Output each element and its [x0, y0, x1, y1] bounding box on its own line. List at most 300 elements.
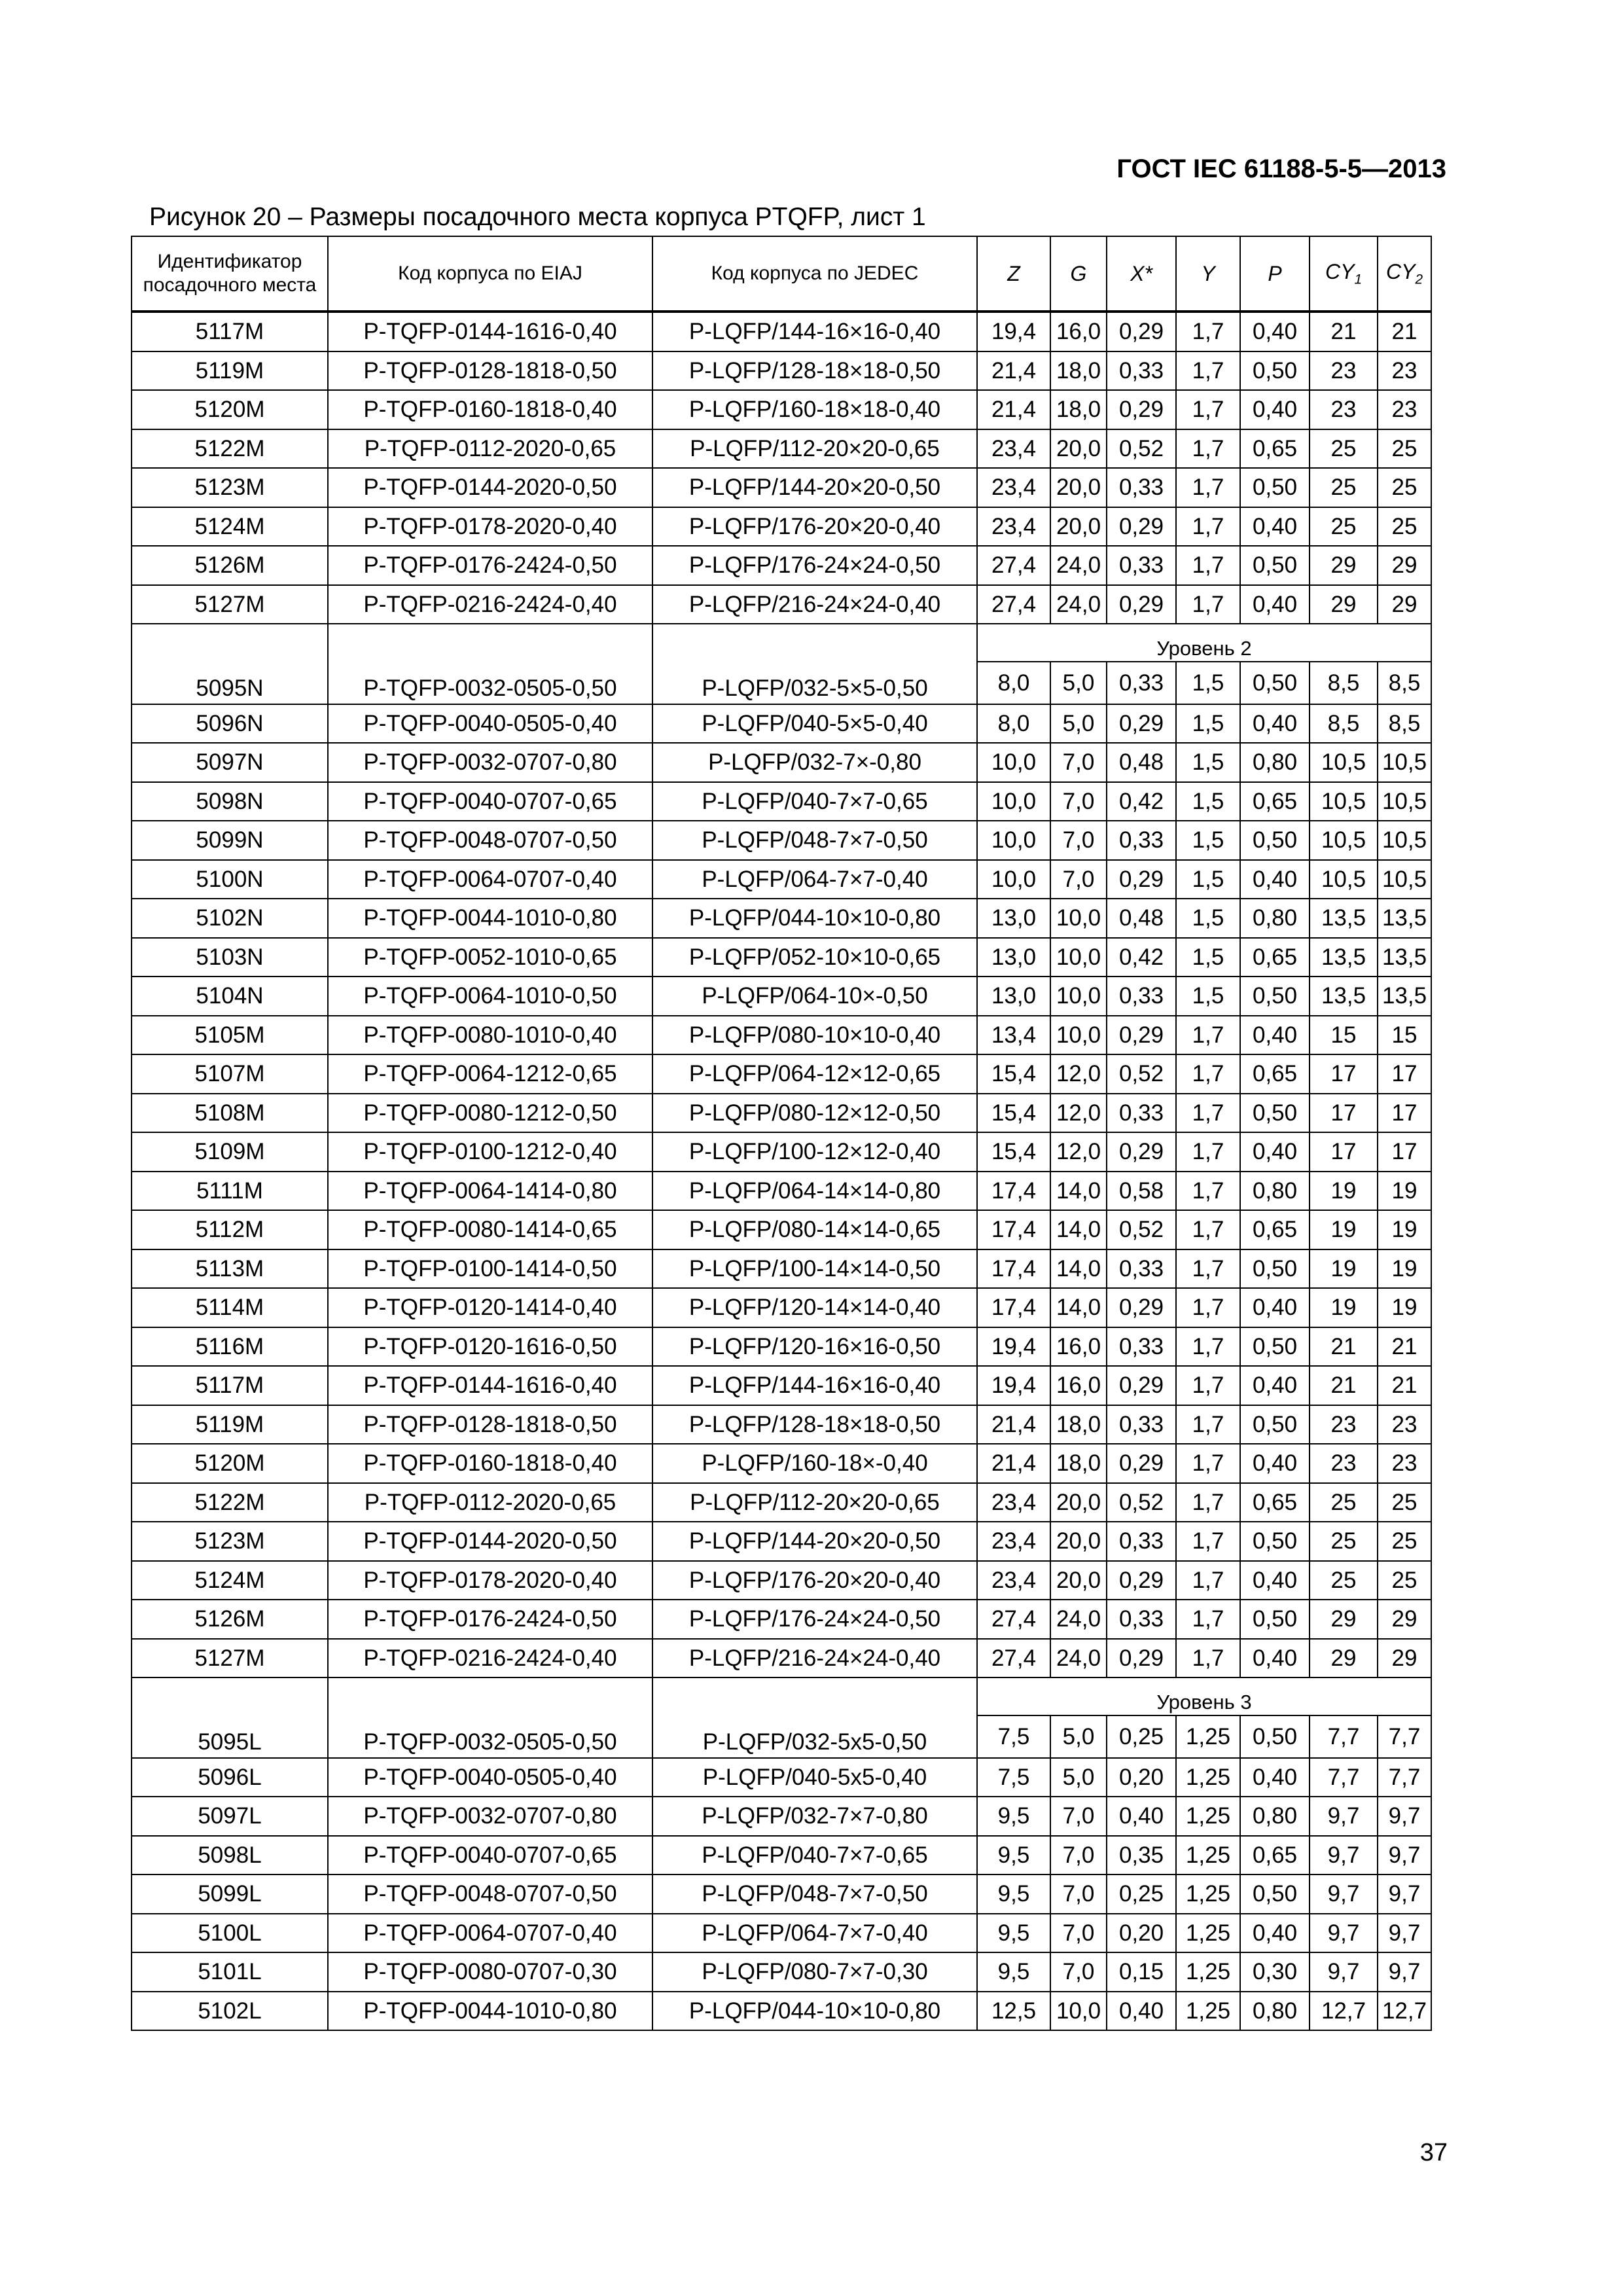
- cell-p: 0,40: [1240, 704, 1310, 744]
- level-header-spacer: [328, 624, 652, 662]
- cell-jedec-code: P-LQFP/216-24×24-0,40: [652, 1639, 977, 1678]
- cell-eiaj-code: P-TQFP-0112-2020-0,65: [328, 1483, 652, 1522]
- cell-cy2: 10,5: [1378, 860, 1431, 899]
- cell-cy2: 9,7: [1378, 1836, 1431, 1875]
- cell-p: 0,50: [1240, 1874, 1310, 1914]
- cell-p: 0,50: [1240, 1600, 1310, 1639]
- cell-z: 15,4: [977, 1132, 1050, 1172]
- cell-cy2: 19: [1378, 1288, 1431, 1327]
- cell-footprint-id: 5127M: [132, 585, 328, 624]
- cell-cy2: 10,5: [1378, 782, 1431, 821]
- cell-g: 16,0: [1050, 1366, 1107, 1405]
- table-row: [132, 704, 1431, 744]
- cell-y: 1,7: [1176, 1132, 1240, 1172]
- cell-p: 0,80: [1240, 899, 1310, 938]
- cell-eiaj-code: P-TQFP-0044-1010-0,80: [328, 1992, 652, 2031]
- cell-x: 0,33: [1107, 351, 1176, 391]
- cell-y: 1,7: [1176, 1600, 1240, 1639]
- cell-z: 10,0: [977, 860, 1050, 899]
- cell-p: 0,50: [1240, 1522, 1310, 1561]
- cell-x: 0,29: [1107, 312, 1176, 351]
- cell-eiaj-code: P-TQFP-0080-1010-0,40: [328, 1016, 652, 1055]
- table-row: [132, 1210, 1431, 1249]
- cell-cy1: 19: [1310, 1288, 1378, 1327]
- column-header-footprint-id: Идентификатор посадочного места: [132, 236, 328, 312]
- cell-y: 1,7: [1176, 312, 1240, 351]
- cell-footprint-id: 5103N: [132, 938, 328, 977]
- cell-cy2: 10,5: [1378, 821, 1431, 860]
- column-header-eiaj-code: Код корпуса по EIAJ: [328, 236, 652, 312]
- cell-eiaj-code: P-TQFP-0128-1818-0,50: [328, 351, 652, 391]
- cell-y: 1,5: [1176, 821, 1240, 860]
- table-row: [132, 1172, 1431, 1211]
- cell-x: 0,40: [1107, 1992, 1176, 2031]
- cell-z: 17,4: [977, 1288, 1050, 1327]
- table-row: [132, 1483, 1431, 1522]
- cell-g: 5,0: [1050, 1758, 1107, 1797]
- cell-cy2: 10,5: [1378, 743, 1431, 782]
- cell-jedec-code: P-LQFP/032-7×7-0,80: [652, 1797, 977, 1836]
- cell-eiaj-code: P-TQFP-0178-2020-0,40: [328, 507, 652, 547]
- cell-y: 1,5: [1176, 938, 1240, 977]
- column-header-g: G: [1050, 236, 1107, 312]
- cell-cy2: 9,7: [1378, 1797, 1431, 1836]
- cell-cy2: 9,7: [1378, 1914, 1431, 1953]
- cell-jedec-code: P-LQFP/144-20×20-0,50: [652, 468, 977, 507]
- cell-jedec-code: P-LQFP/144-20×20-0,50: [652, 1522, 977, 1561]
- cell-x: 0,33: [1107, 821, 1176, 860]
- cell-cy1: 19: [1310, 1172, 1378, 1211]
- cell-g: 10,0: [1050, 938, 1107, 977]
- cell-x: 0,33: [1107, 546, 1176, 585]
- cell-x: 0,33: [1107, 468, 1176, 507]
- cell-cy2: 19: [1378, 1249, 1431, 1289]
- cell-jedec-code: P-LQFP/064-14×14-0,80: [652, 1172, 977, 1211]
- table-row: [132, 546, 1431, 585]
- cell-eiaj-code: P-TQFP-0048-0707-0,50: [328, 821, 652, 860]
- cell-footprint-id: 5114M: [132, 1288, 328, 1327]
- table-row: [132, 585, 1431, 624]
- cell-z: 23,4: [977, 468, 1050, 507]
- cell-z: 19,4: [977, 312, 1050, 351]
- table-row: [132, 1992, 1431, 2031]
- cell-cy2: 13,5: [1378, 938, 1431, 977]
- cell-jedec-code: P-LQFP/064-10×-0,50: [652, 977, 977, 1016]
- cell-y: 1,7: [1176, 585, 1240, 624]
- cell-x: 0,42: [1107, 938, 1176, 977]
- cell-y: 1,7: [1176, 1210, 1240, 1249]
- cell-x: 0,15: [1107, 1952, 1176, 1992]
- cell-g: 7,0: [1050, 1914, 1107, 1953]
- cell-y: 1,7: [1176, 1016, 1240, 1055]
- cell-g: 20,0: [1050, 1483, 1107, 1522]
- cell-g: 12,0: [1050, 1132, 1107, 1172]
- cell-y: 1,7: [1176, 1405, 1240, 1444]
- cell-z: 9,5: [977, 1914, 1050, 1953]
- cell-eiaj-code: P-TQFP-0032-0505-0,50: [328, 662, 652, 704]
- cell-p: 0,50: [1240, 468, 1310, 507]
- cell-z: 7,5: [977, 1715, 1050, 1758]
- cell-footprint-id: 5119M: [132, 1405, 328, 1444]
- cell-g: 20,0: [1050, 429, 1107, 469]
- cell-g: 5,0: [1050, 704, 1107, 744]
- cell-y: 1,5: [1176, 782, 1240, 821]
- cell-z: 17,4: [977, 1210, 1050, 1249]
- table-row: [132, 1600, 1431, 1639]
- cell-z: 13,0: [977, 938, 1050, 977]
- cell-jedec-code: P-LQFP/080-10×10-0,40: [652, 1016, 977, 1055]
- cell-cy1: 25: [1310, 507, 1378, 547]
- cell-y: 1,7: [1176, 351, 1240, 391]
- cell-p: 0,65: [1240, 1210, 1310, 1249]
- cell-eiaj-code: P-TQFP-0032-0707-0,80: [328, 743, 652, 782]
- cell-footprint-id: 5100N: [132, 860, 328, 899]
- table-row: [132, 1094, 1431, 1133]
- cell-p: 0,40: [1240, 312, 1310, 351]
- cell-cy1: 13,5: [1310, 977, 1378, 1016]
- cell-jedec-code: P-LQFP/048-7×7-0,50: [652, 821, 977, 860]
- cell-cy1: 15: [1310, 1016, 1378, 1055]
- cell-footprint-id: 5120M: [132, 1444, 328, 1483]
- cell-y: 1,7: [1176, 1327, 1240, 1367]
- cell-cy1: 17: [1310, 1054, 1378, 1094]
- cell-p: 0,40: [1240, 1639, 1310, 1678]
- cell-cy2: 25: [1378, 1483, 1431, 1522]
- cell-eiaj-code: P-TQFP-0052-1010-0,65: [328, 938, 652, 977]
- cell-eiaj-code: P-TQFP-0216-2424-0,40: [328, 1639, 652, 1678]
- cell-jedec-code: P-LQFP/040-5x5-0,40: [652, 1758, 977, 1797]
- cell-g: 18,0: [1050, 351, 1107, 391]
- cell-cy2: 29: [1378, 546, 1431, 585]
- cell-eiaj-code: P-TQFP-0128-1818-0,50: [328, 1405, 652, 1444]
- cell-cy2: 17: [1378, 1054, 1431, 1094]
- cell-cy1: 12,7: [1310, 1992, 1378, 2031]
- cell-z: 10,0: [977, 821, 1050, 860]
- cell-jedec-code: P-LQFP/120-16×16-0,50: [652, 1327, 977, 1367]
- table-row: [132, 821, 1431, 860]
- cell-jedec-code: P-LQFP/044-10×10-0,80: [652, 1992, 977, 2031]
- table-row: [132, 1952, 1431, 1992]
- cell-z: 13,0: [977, 977, 1050, 1016]
- cell-p: 0,40: [1240, 1366, 1310, 1405]
- cell-y: 1,7: [1176, 1561, 1240, 1600]
- cell-eiaj-code: P-TQFP-0112-2020-0,65: [328, 429, 652, 469]
- cell-y: 1,25: [1176, 1914, 1240, 1953]
- cell-cy1: 9,7: [1310, 1914, 1378, 1953]
- cell-footprint-id: 5100L: [132, 1914, 328, 1953]
- cell-x: 0,20: [1107, 1914, 1176, 1953]
- cell-footprint-id: 5105M: [132, 1016, 328, 1055]
- level-header-spacer: [328, 1677, 652, 1715]
- cell-jedec-code: P-LQFP/176-24×24-0,50: [652, 1600, 977, 1639]
- cell-z: 15,4: [977, 1094, 1050, 1133]
- cell-jedec-code: P-LQFP/048-7×7-0,50: [652, 1874, 977, 1914]
- cell-jedec-code: P-LQFP/216-24×24-0,40: [652, 585, 977, 624]
- cell-g: 10,0: [1050, 1016, 1107, 1055]
- cell-z: 23,4: [977, 1483, 1050, 1522]
- cell-g: 10,0: [1050, 899, 1107, 938]
- cell-p: 0,50: [1240, 821, 1310, 860]
- cell-y: 1,25: [1176, 1874, 1240, 1914]
- cell-cy2: 13,5: [1378, 899, 1431, 938]
- cell-footprint-id: 5116M: [132, 1327, 328, 1367]
- column-header-p: P: [1240, 236, 1310, 312]
- table-row: [132, 1327, 1431, 1367]
- cell-eiaj-code: P-TQFP-0100-1212-0,40: [328, 1132, 652, 1172]
- cell-g: 7,0: [1050, 782, 1107, 821]
- cell-cy1: 10,5: [1310, 782, 1378, 821]
- cell-g: 14,0: [1050, 1249, 1107, 1289]
- cell-y: 1,25: [1176, 1992, 1240, 2031]
- cell-jedec-code: P-LQFP/112-20×20-0,65: [652, 429, 977, 469]
- cell-footprint-id: 5111M: [132, 1172, 328, 1211]
- cell-footprint-id: 5126M: [132, 546, 328, 585]
- cell-jedec-code: P-LQFP/040-7×7-0,65: [652, 782, 977, 821]
- cell-x: 0,29: [1107, 704, 1176, 744]
- cell-cy1: 23: [1310, 1444, 1378, 1483]
- cell-x: 0,29: [1107, 507, 1176, 547]
- cell-y: 1,7: [1176, 1288, 1240, 1327]
- cell-x: 0,48: [1107, 743, 1176, 782]
- cell-x: 0,25: [1107, 1874, 1176, 1914]
- cell-footprint-id: 5095N: [132, 662, 328, 704]
- cell-cy1: 19: [1310, 1249, 1378, 1289]
- cell-g: 7,0: [1050, 821, 1107, 860]
- cell-x: 0,29: [1107, 1132, 1176, 1172]
- cell-jedec-code: P-LQFP/052-10×10-0,65: [652, 938, 977, 977]
- table-row: [132, 507, 1431, 547]
- cell-footprint-id: 5099L: [132, 1874, 328, 1914]
- cell-x: 0,33: [1107, 662, 1176, 704]
- cell-p: 0,80: [1240, 1172, 1310, 1211]
- cell-g: 20,0: [1050, 1561, 1107, 1600]
- cell-jedec-code: P-LQFP/176-24×24-0,50: [652, 546, 977, 585]
- cell-footprint-id: 5107M: [132, 1054, 328, 1094]
- cell-z: 23,4: [977, 507, 1050, 547]
- cell-eiaj-code: P-TQFP-0144-2020-0,50: [328, 468, 652, 507]
- cell-x: 0,29: [1107, 1016, 1176, 1055]
- cell-x: 0,33: [1107, 1094, 1176, 1133]
- cell-p: 0,65: [1240, 1054, 1310, 1094]
- cell-footprint-id: 5122M: [132, 1483, 328, 1522]
- cell-cy2: 19: [1378, 1172, 1431, 1211]
- cell-cy1: 21: [1310, 312, 1378, 351]
- cell-cy1: 23: [1310, 351, 1378, 391]
- cell-cy2: 21: [1378, 312, 1431, 351]
- cell-cy2: 29: [1378, 1639, 1431, 1678]
- cell-cy1: 8,5: [1310, 662, 1378, 704]
- cell-cy1: 25: [1310, 429, 1378, 469]
- cell-g: 10,0: [1050, 1992, 1107, 2031]
- table-row: [132, 938, 1431, 977]
- cell-g: 18,0: [1050, 1444, 1107, 1483]
- cell-cy2: 8,5: [1378, 704, 1431, 744]
- cell-eiaj-code: P-TQFP-0120-1414-0,40: [328, 1288, 652, 1327]
- cell-x: 0,29: [1107, 585, 1176, 624]
- cell-footprint-id: 5112M: [132, 1210, 328, 1249]
- cell-y: 1,7: [1176, 546, 1240, 585]
- cell-p: 0,40: [1240, 1132, 1310, 1172]
- cell-cy1: 17: [1310, 1132, 1378, 1172]
- cell-cy1: 9,7: [1310, 1874, 1378, 1914]
- level-label: Уровень 3: [977, 1677, 1431, 1715]
- cell-eiaj-code: P-TQFP-0176-2424-0,50: [328, 1600, 652, 1639]
- cell-eiaj-code: P-TQFP-0040-0707-0,65: [328, 1836, 652, 1875]
- cell-cy2: 25: [1378, 507, 1431, 547]
- cell-z: 19,4: [977, 1327, 1050, 1367]
- cell-p: 0,50: [1240, 977, 1310, 1016]
- cell-x: 0,33: [1107, 1249, 1176, 1289]
- cell-g: 24,0: [1050, 546, 1107, 585]
- cell-eiaj-code: P-TQFP-0048-0707-0,50: [328, 1874, 652, 1914]
- cell-y: 1,5: [1176, 704, 1240, 744]
- cell-footprint-id: 5119M: [132, 351, 328, 391]
- table-row: [132, 1797, 1431, 1836]
- cell-g: 14,0: [1050, 1210, 1107, 1249]
- cell-footprint-id: 5096L: [132, 1758, 328, 1797]
- cell-cy2: 9,7: [1378, 1952, 1431, 1992]
- cell-y: 1,7: [1176, 429, 1240, 469]
- table-row: [132, 1561, 1431, 1600]
- cell-p: 0,50: [1240, 351, 1310, 391]
- cell-footprint-id: 5113M: [132, 1249, 328, 1289]
- table-row: [132, 429, 1431, 469]
- cell-p: 0,50: [1240, 1715, 1310, 1758]
- cell-jedec-code: P-LQFP/080-12×12-0,50: [652, 1094, 977, 1133]
- cell-z: 23,4: [977, 1561, 1050, 1600]
- cell-eiaj-code: P-TQFP-0144-1616-0,40: [328, 1366, 652, 1405]
- level-header-spacer: [132, 624, 328, 662]
- cell-g: 12,0: [1050, 1054, 1107, 1094]
- cell-g: 14,0: [1050, 1288, 1107, 1327]
- cell-jedec-code: P-LQFP/160-18×18-0,40: [652, 390, 977, 429]
- cell-y: 1,25: [1176, 1797, 1240, 1836]
- cell-p: 0,40: [1240, 1561, 1310, 1600]
- cell-z: 9,5: [977, 1952, 1050, 1992]
- cell-cy1: 25: [1310, 468, 1378, 507]
- cell-y: 1,25: [1176, 1836, 1240, 1875]
- cell-cy2: 7,7: [1378, 1758, 1431, 1797]
- cell-jedec-code: P-LQFP/064-7×7-0,40: [652, 860, 977, 899]
- cell-footprint-id: 5117M: [132, 1366, 328, 1405]
- level-header-row: [132, 624, 1431, 662]
- cell-eiaj-code: P-TQFP-0040-0707-0,65: [328, 782, 652, 821]
- cell-cy2: 23: [1378, 351, 1431, 391]
- cell-cy1: 8,5: [1310, 704, 1378, 744]
- cell-eiaj-code: P-TQFP-0080-1414-0,65: [328, 1210, 652, 1249]
- cell-footprint-id: 5104N: [132, 977, 328, 1016]
- cell-jedec-code: P-LQFP/112-20×20-0,65: [652, 1483, 977, 1522]
- cell-eiaj-code: P-TQFP-0216-2424-0,40: [328, 585, 652, 624]
- cell-p: 0,40: [1240, 507, 1310, 547]
- cell-jedec-code: P-LQFP/040-5×5-0,40: [652, 704, 977, 744]
- cell-p: 0,80: [1240, 743, 1310, 782]
- cell-footprint-id: 5123M: [132, 1522, 328, 1561]
- table-row: [132, 782, 1431, 821]
- cell-z: 27,4: [977, 546, 1050, 585]
- cell-eiaj-code: P-TQFP-0040-0505-0,40: [328, 704, 652, 744]
- cell-x: 0,33: [1107, 1600, 1176, 1639]
- cell-z: 21,4: [977, 1444, 1050, 1483]
- cell-footprint-id: 5124M: [132, 507, 328, 547]
- cell-jedec-code: P-LQFP/144-16×16-0,40: [652, 312, 977, 351]
- cell-jedec-code: P-LQFP/044-10×10-0,80: [652, 899, 977, 938]
- cell-cy1: 9,7: [1310, 1836, 1378, 1875]
- cell-eiaj-code: P-TQFP-0160-1818-0,40: [328, 1444, 652, 1483]
- cell-y: 1,5: [1176, 899, 1240, 938]
- cell-g: 18,0: [1050, 1405, 1107, 1444]
- cell-cy1: 10,5: [1310, 821, 1378, 860]
- cell-x: 0,40: [1107, 1797, 1176, 1836]
- table-row: [132, 1288, 1431, 1327]
- cell-cy2: 7,7: [1378, 1715, 1431, 1758]
- footprint-dimensions-table: [131, 236, 1432, 2031]
- column-header-y: Y: [1176, 236, 1240, 312]
- cell-g: 18,0: [1050, 390, 1107, 429]
- cell-cy1: 29: [1310, 1639, 1378, 1678]
- table-row: [132, 1836, 1431, 1875]
- cell-p: 0,40: [1240, 1288, 1310, 1327]
- cell-cy1: 25: [1310, 1483, 1378, 1522]
- cell-cy1: 9,7: [1310, 1797, 1378, 1836]
- column-header-cy1: $CY_1$: [1310, 236, 1378, 312]
- cell-cy2: 29: [1378, 1600, 1431, 1639]
- cell-x: 0,52: [1107, 1054, 1176, 1094]
- cell-eiaj-code: P-TQFP-0064-1414-0,80: [328, 1172, 652, 1211]
- cell-cy2: 25: [1378, 429, 1431, 469]
- cell-footprint-id: 5097L: [132, 1797, 328, 1836]
- cell-g: 14,0: [1050, 1172, 1107, 1211]
- cell-footprint-id: 5122M: [132, 429, 328, 469]
- cell-footprint-id: 5098N: [132, 782, 328, 821]
- cell-cy1: 29: [1310, 1600, 1378, 1639]
- level-header-spacer: [132, 1677, 328, 1715]
- cell-cy2: 19: [1378, 1210, 1431, 1249]
- cell-footprint-id: 5108M: [132, 1094, 328, 1133]
- cell-y: 1,7: [1176, 507, 1240, 547]
- table-row: [132, 468, 1431, 507]
- cell-z: 7,5: [977, 1758, 1050, 1797]
- cell-x: 0,25: [1107, 1715, 1176, 1758]
- cell-eiaj-code: P-TQFP-0032-0707-0,80: [328, 1797, 652, 1836]
- table-row: [132, 1715, 1431, 1758]
- cell-cy2: 25: [1378, 1561, 1431, 1600]
- cell-p: 0,50: [1240, 1405, 1310, 1444]
- cell-p: 0,50: [1240, 1094, 1310, 1133]
- table-row: [132, 743, 1431, 782]
- cell-eiaj-code: P-TQFP-0080-0707-0,30: [328, 1952, 652, 1992]
- cell-jedec-code: P-LQFP/080-14×14-0,65: [652, 1210, 977, 1249]
- column-header-jedec-code: Код корпуса по JEDEC: [652, 236, 977, 312]
- cell-p: 0,65: [1240, 429, 1310, 469]
- level-label: Уровень 2: [977, 624, 1431, 662]
- cell-z: 17,4: [977, 1172, 1050, 1211]
- cell-jedec-code: P-LQFP/100-12×12-0,40: [652, 1132, 977, 1172]
- cell-cy1: 9,7: [1310, 1952, 1378, 1992]
- cell-cy2: 25: [1378, 1522, 1431, 1561]
- cell-eiaj-code: P-TQFP-0064-0707-0,40: [328, 860, 652, 899]
- cell-p: 0,40: [1240, 585, 1310, 624]
- cell-footprint-id: 5102N: [132, 899, 328, 938]
- cell-jedec-code: P-LQFP/064-7×7-0,40: [652, 1914, 977, 1953]
- cell-z: 12,5: [977, 1992, 1050, 2031]
- column-header-z: Z: [977, 236, 1050, 312]
- table-row: [132, 1874, 1431, 1914]
- cell-cy2: 21: [1378, 1327, 1431, 1367]
- cell-y: 1,25: [1176, 1758, 1240, 1797]
- cell-y: 1,25: [1176, 1952, 1240, 1992]
- cell-p: 0,65: [1240, 938, 1310, 977]
